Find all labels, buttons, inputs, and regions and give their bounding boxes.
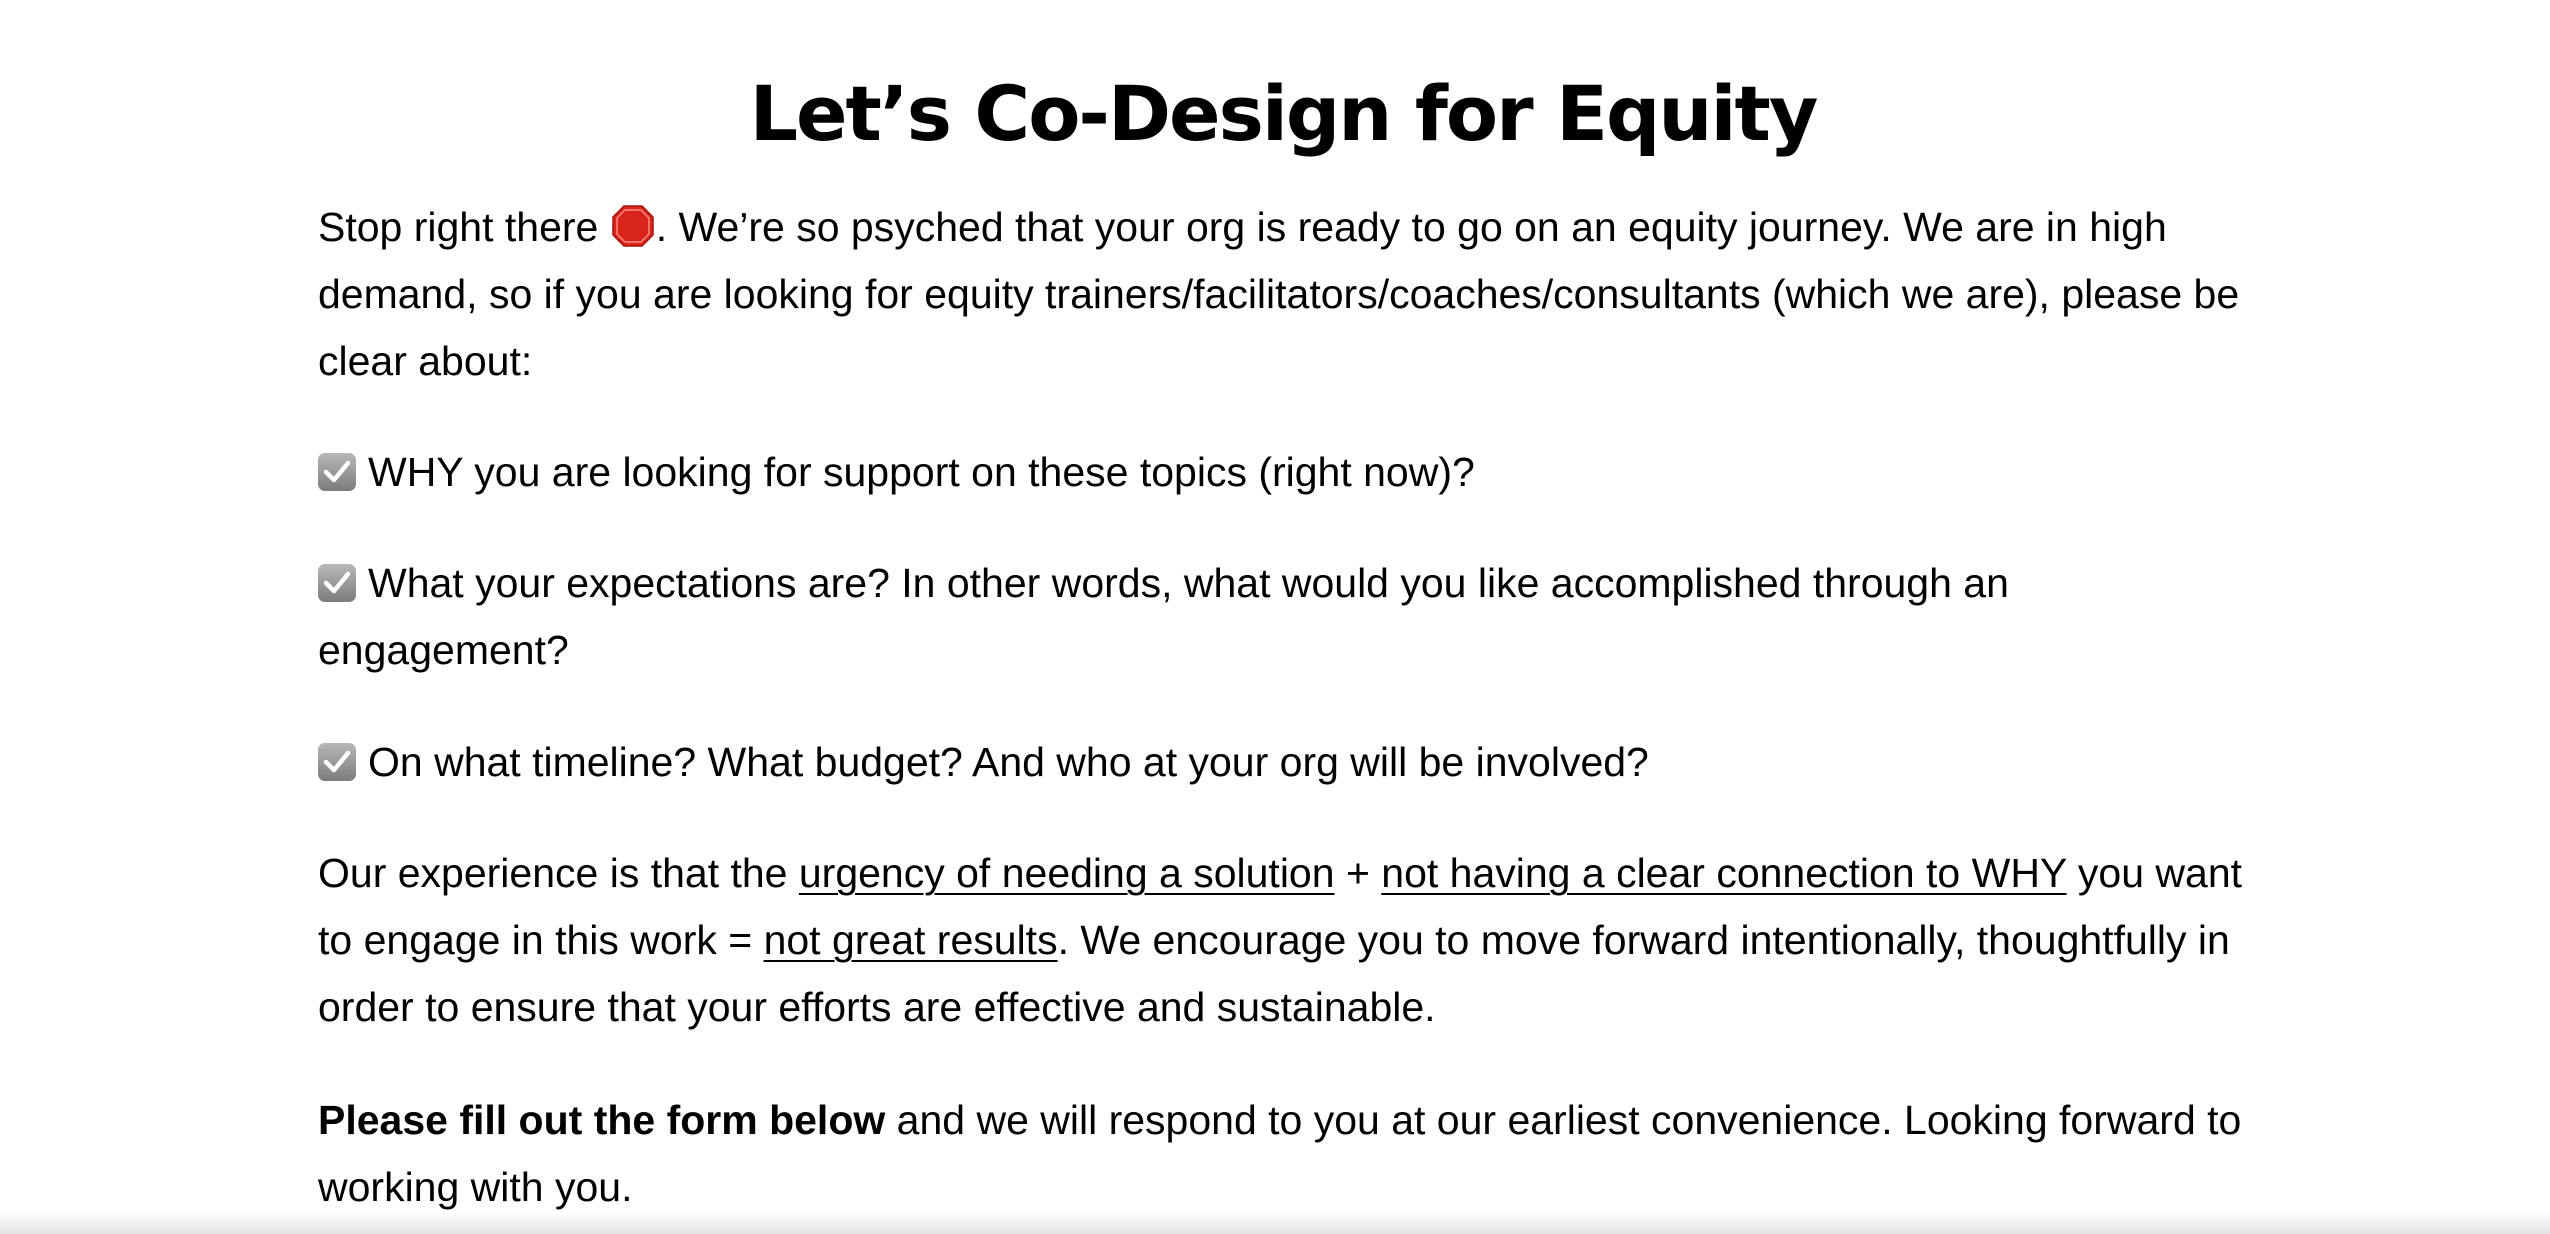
checklist-item xyxy=(318,550,2248,684)
intro-paragraph xyxy=(318,194,2248,395)
underlined-phrase-results: not great results xyxy=(763,917,1058,963)
page-title: Let’s Co-Design for Equity xyxy=(749,69,1817,158)
stop-sign-icon xyxy=(612,200,654,242)
experience-paragraph xyxy=(318,840,2248,1041)
closing-paragraph xyxy=(318,1087,2248,1221)
checklist-item-text: WHY you are looking for support on these topics (right now)? xyxy=(368,449,1475,495)
checklist-item xyxy=(318,729,2248,796)
intro-text-rest: . We’re so psyched that your org is ready to go on an equity journey. We are in high demand, so if you are looking for equity trainers/facilitators/coaches/consultants (which we are), please be clear about: xyxy=(318,204,2240,384)
checkbox-checked-icon xyxy=(318,564,356,602)
experience-text: you want to engage in this work = xyxy=(318,850,2243,963)
checklist-item-text: On what timeline? What budget? And who at your org will be involved? xyxy=(368,739,1649,785)
closing-text: and we will respond to you at our earliest convenience. Looking forward to working with you. xyxy=(318,1097,2242,1210)
bottom-shadow xyxy=(0,1212,2550,1234)
main-content xyxy=(318,64,2248,1210)
checkbox-checked-icon xyxy=(318,453,356,491)
experience-text: Our experience is that the xyxy=(318,850,799,896)
checklist-item xyxy=(318,439,2248,506)
checklist-item-text: What your expectations are? In other words, what would you like accomplished through an engagement? xyxy=(318,560,2009,673)
underlined-phrase-why: not having a clear connection to WHY xyxy=(1381,850,2067,896)
underlined-phrase-urgency: urgency of needing a solution xyxy=(798,850,1335,896)
intro-text-start: Stop right there xyxy=(318,204,610,250)
experience-text: + xyxy=(1334,850,1382,896)
closing-bold-text: Please fill out the form below xyxy=(318,1097,886,1143)
checkbox-checked-icon xyxy=(318,743,356,781)
experience-text: . We encourage you to move forward intentionally, thoughtfully in order to ensure that your efforts are effective and sustainable. xyxy=(318,917,2230,1030)
